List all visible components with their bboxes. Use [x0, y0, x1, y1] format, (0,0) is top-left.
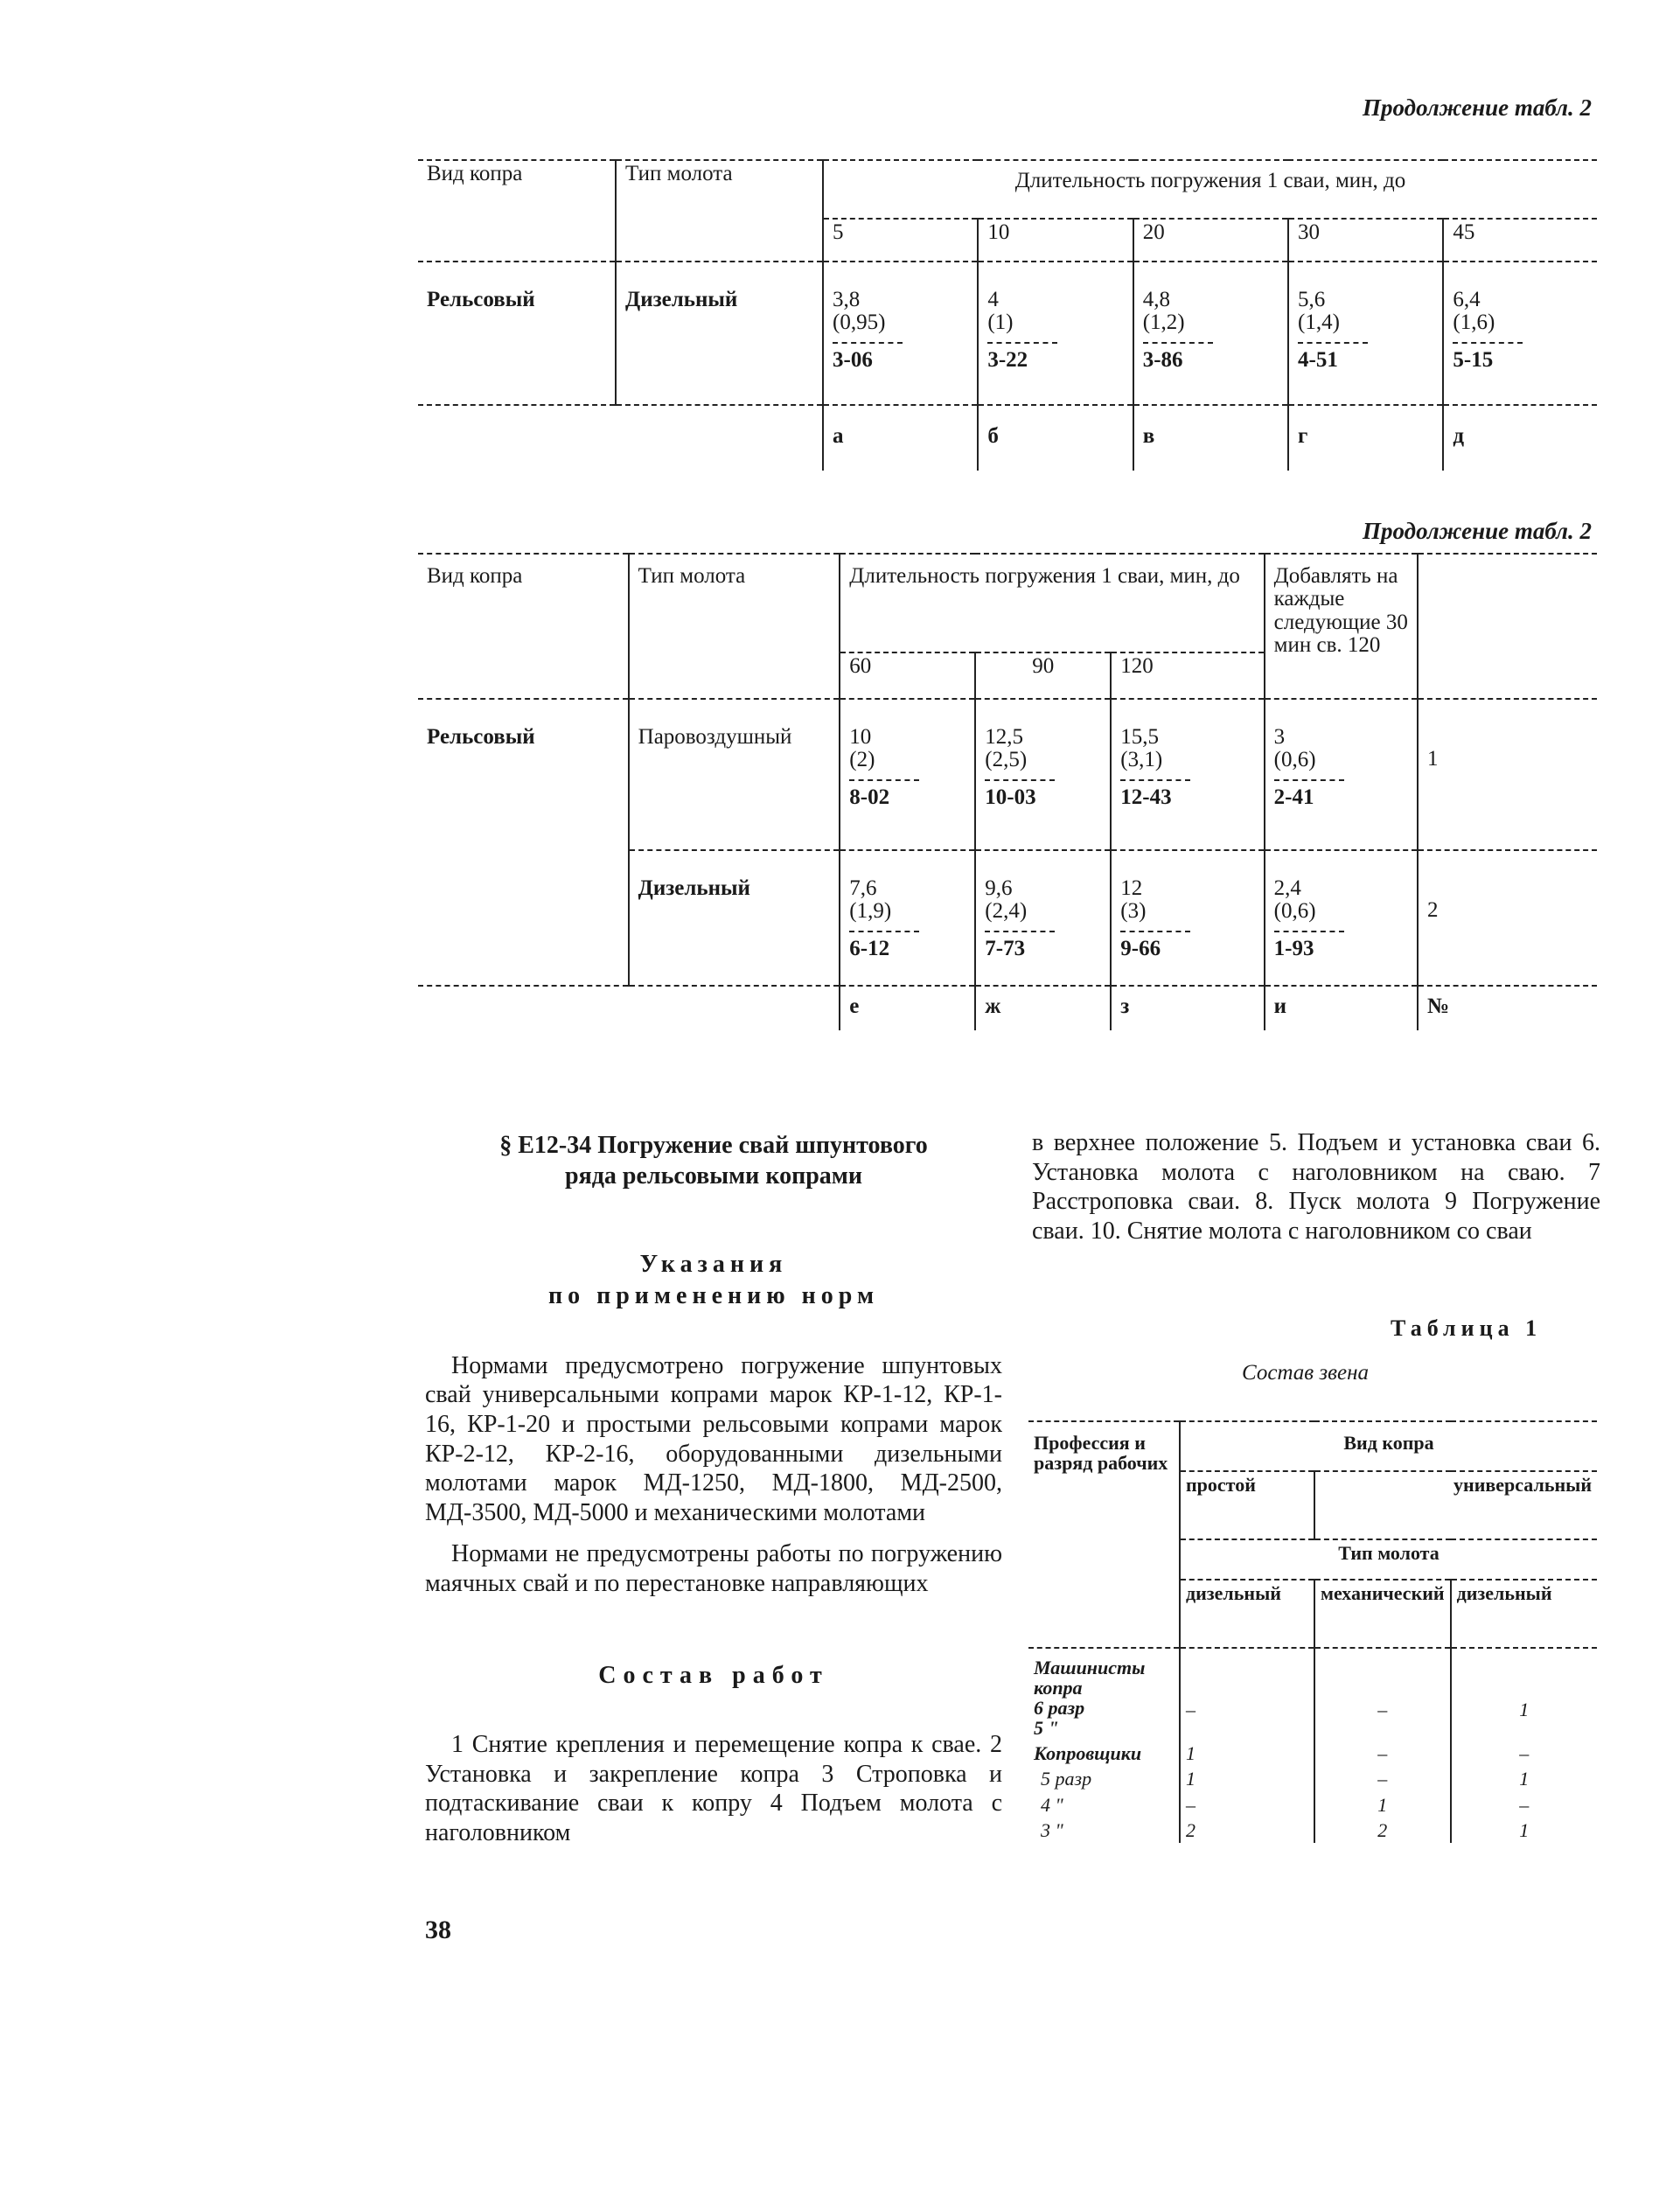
- minute-col: 120: [1111, 652, 1264, 699]
- crew-value: 1: [1180, 1766, 1314, 1791]
- norms-table-a: [418, 159, 1597, 471]
- paragraph-exclusions: Нормами не предусмотрены работы по погружению маячных свай и по перестановке направляющих: [425, 1540, 1002, 1597]
- header-hammer: Тип молота: [616, 160, 823, 262]
- row-kind: Рельсовый: [418, 262, 616, 405]
- row-hammer: Паровоздушный: [629, 699, 840, 850]
- norm-cell: 10 (2) 8-02: [840, 699, 975, 850]
- column-letter: б: [978, 405, 1133, 471]
- crew-table: [1028, 1420, 1597, 1843]
- row-number: 2: [1418, 850, 1597, 986]
- column-letter: а: [823, 405, 978, 471]
- group-machinists: Машинисты копра 6 разр 5 ": [1028, 1648, 1180, 1741]
- header-duration: Длительность погружения 1 сваи, мин, до: [823, 160, 1597, 219]
- table-label: Таблица 1: [1391, 1315, 1543, 1341]
- minute-col: 45: [1443, 219, 1597, 262]
- row-kind: Рельсовый: [418, 699, 629, 850]
- norm-cell: 4 (1) 3-22: [978, 262, 1133, 405]
- header-diesel-universal: дизельный: [1451, 1580, 1597, 1648]
- minute-col: 5: [823, 219, 978, 262]
- header-duration: Длительность погружения 1 сваи, мин, до: [840, 554, 1264, 652]
- header-diesel-simple: дизельный: [1180, 1580, 1314, 1648]
- minute-col: 10: [978, 219, 1133, 262]
- crew-value: 1: [1180, 1741, 1314, 1766]
- crew-value: –: [1314, 1766, 1451, 1791]
- paragraph-scope: Нормами предусмотрено погружение шпунтовых свай универсальными копрами марок КР-1-12, КР-1-16, КР-1-20 и простыми рельсовыми копрами марок КР-2-12, КР-2-16, оборудованными дизельными молотами марок МД-1250, МД-1800, МД-2500, МД-3500, МД-5000 и механическими молотами: [425, 1351, 1002, 1526]
- grade-row: 5 разр: [1041, 1768, 1092, 1790]
- norm-cell: 2,4 (0,6) 1-93: [1265, 850, 1418, 986]
- crew-value: 1: [1451, 1818, 1597, 1843]
- crew-value: –: [1180, 1792, 1314, 1818]
- crew-value: –: [1451, 1792, 1597, 1818]
- column-letter: з: [1111, 986, 1264, 1030]
- norm-cell: 12,5 (2,5) 10-03: [975, 699, 1111, 850]
- crew-value: 2: [1180, 1818, 1314, 1843]
- column-letter: ж: [975, 986, 1111, 1030]
- crew-value: –: [1314, 1648, 1451, 1741]
- column-letter: д: [1443, 405, 1597, 471]
- instructions-heading: Указания по применению норм: [547, 1251, 880, 1310]
- header-hammer: Тип молота: [1180, 1539, 1597, 1580]
- norm-cell: 6,4 (1,6) 5-15: [1443, 262, 1597, 405]
- norm-cell: 4,8 (1,2) 3-86: [1133, 262, 1288, 405]
- crew-value: 1: [1314, 1792, 1451, 1818]
- header-simple: простой: [1180, 1471, 1314, 1539]
- header-mechanical: механический: [1314, 1580, 1451, 1648]
- continuation-label-1: Продолжение табл. 2: [1363, 94, 1592, 121]
- row-hammer: Дизельный: [616, 262, 823, 405]
- grade-row: 3 ": [1041, 1818, 1063, 1841]
- crew-value: –: [1451, 1741, 1597, 1766]
- norm-cell: 3 (0,6) 2-41: [1265, 699, 1418, 850]
- minute-col: 90: [975, 652, 1111, 699]
- row-number: 1: [1418, 699, 1597, 850]
- column-letter: и: [1265, 986, 1418, 1030]
- header-kind: Вид копра: [1180, 1421, 1597, 1471]
- crew-value: 1: [1451, 1766, 1597, 1791]
- column-number-label: №: [1418, 986, 1597, 1030]
- column-letter: г: [1288, 405, 1443, 471]
- continuation-label-2: Продолжение табл. 2: [1363, 518, 1592, 544]
- crew-value: –: [1180, 1648, 1314, 1741]
- header-profession: Профессия и разряд рабочих: [1028, 1421, 1180, 1648]
- crew-value: –: [1314, 1741, 1451, 1766]
- norm-cell: 15,5 (3,1) 12-43: [1111, 699, 1264, 850]
- header-add: Добавлять на каждые следующие 30 мин св. 120: [1265, 554, 1418, 699]
- norms-table-b: [418, 553, 1597, 1030]
- works-text: 1 Снятие крепления и перемещение копра к свае. 2 Установка и закрепление копра 3 Строповка и подтаскивание сваи к копру 4 Подъем молота с наголовником: [425, 1730, 1002, 1846]
- column-letter: е: [840, 986, 975, 1030]
- norm-cell: 12 (3) 9-66: [1111, 850, 1264, 986]
- minute-col: 20: [1133, 219, 1288, 262]
- norm-cell: 9,6 (2,4) 7-73: [975, 850, 1111, 986]
- norm-cell: 7,6 (1,9) 6-12: [840, 850, 975, 986]
- header-kind: Вид копра: [418, 554, 629, 699]
- grade-row: 4 ": [1041, 1793, 1063, 1816]
- minute-col: 30: [1288, 219, 1443, 262]
- works-heading: Состав работ: [598, 1661, 829, 1689]
- column-letter: в: [1133, 405, 1288, 471]
- minute-col: 60: [840, 652, 975, 699]
- page-number: 38: [425, 1915, 451, 1944]
- header-hammer: Тип молота: [629, 554, 840, 699]
- header-kind: Вид копра: [418, 160, 616, 262]
- norm-cell: 5,6 (1,4) 4-51: [1288, 262, 1443, 405]
- works-text-continued: в верхнее положение 5. Подъем и установка сваи 6. Установка молота с наголовником на сваю. 7 Расстроповка сваи. 8. Пуск молота 9 Погружение сваи. 10. Снятие молота с наголовником со сваи: [1032, 1129, 1600, 1245]
- section-title: § Е12-34 Погружение свай шпунтового ряда рельсовыми копрами: [499, 1132, 928, 1190]
- crew-value: 2: [1314, 1818, 1451, 1843]
- norm-cell: 3,8 (0,95) 3-06: [823, 262, 978, 405]
- group-pile-drivers: Копровщики: [1034, 1742, 1142, 1765]
- header-universal: универсальный: [1314, 1471, 1597, 1539]
- crew-value: 1: [1451, 1648, 1597, 1741]
- left-column: [425, 1130, 1002, 1847]
- row-hammer: Дизельный: [629, 850, 840, 986]
- crew-caption: Состав звена: [1242, 1361, 1370, 1385]
